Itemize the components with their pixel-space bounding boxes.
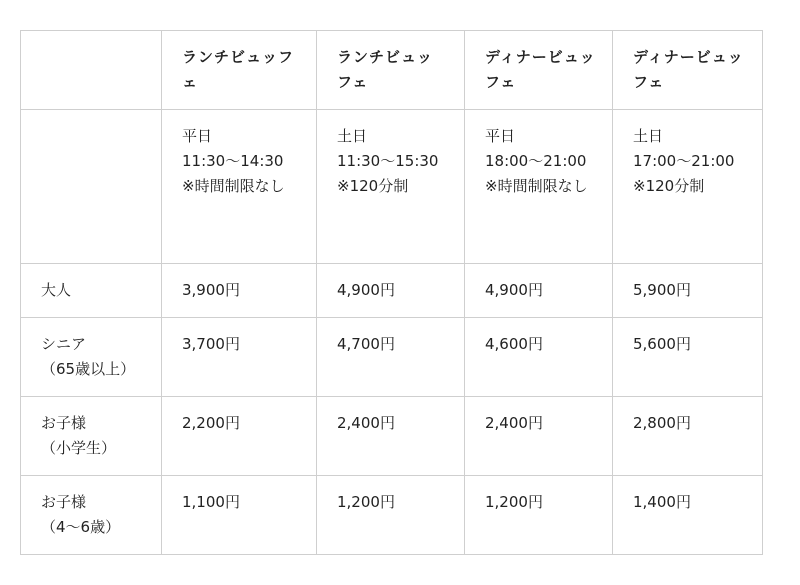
condition-hours: 18:00〜21:00 — [485, 152, 587, 170]
condition-cell — [613, 110, 763, 264]
price-cell: 2,400円 — [317, 397, 465, 476]
row-label-line: お子様 — [41, 493, 87, 511]
price-cell: 4,700円 — [317, 318, 465, 397]
condition-note: ※120分制 — [337, 177, 409, 195]
conditions-label-cell — [21, 110, 162, 264]
row-label-line: お子様 — [41, 414, 87, 432]
header-corner-cell — [21, 31, 162, 110]
price-cell: 5,900円 — [613, 264, 763, 318]
price-cell: 4,600円 — [465, 318, 613, 397]
condition-hours: 11:30〜15:30 — [337, 152, 439, 170]
row-label-note: （小学生） — [41, 439, 117, 457]
row-label — [21, 476, 162, 555]
price-cell: 5,600円 — [613, 318, 763, 397]
price-cell: 2,200円 — [162, 397, 317, 476]
header-dinner-weekday: ディナービュッフェ — [465, 31, 613, 110]
header-dinner-weekend: ディナービュッフェ — [613, 31, 763, 110]
buffet-price-table — [20, 30, 763, 555]
price-cell: 1,100円 — [162, 476, 317, 555]
row-label — [21, 264, 162, 318]
header-lunch-weekday: ランチビュッフェ — [162, 31, 317, 110]
condition-hours: 11:30〜14:30 — [182, 152, 284, 170]
condition-cell — [317, 110, 465, 264]
condition-days: 土日 — [337, 127, 368, 145]
price-cell: 1,200円 — [465, 476, 613, 555]
row-label-line: 大人 — [41, 281, 72, 299]
row-label-note: （4〜6歳） — [41, 518, 121, 536]
condition-note: ※120分制 — [633, 177, 705, 195]
header-row — [21, 31, 763, 110]
condition-note: ※時間制限なし — [182, 177, 285, 195]
price-cell: 1,200円 — [317, 476, 465, 555]
condition-hours: 17:00〜21:00 — [633, 152, 735, 170]
price-cell: 3,700円 — [162, 318, 317, 397]
price-cell: 3,900円 — [162, 264, 317, 318]
condition-cell — [465, 110, 613, 264]
header-lunch-weekend: ランチビュッフェ — [317, 31, 465, 110]
condition-days: 平日 — [485, 127, 516, 145]
conditions-row — [21, 110, 763, 264]
row-label — [21, 397, 162, 476]
price-cell: 1,400円 — [613, 476, 763, 555]
condition-cell — [162, 110, 317, 264]
row-label — [21, 318, 162, 397]
price-cell: 4,900円 — [465, 264, 613, 318]
table-row-child-elementary — [21, 397, 763, 476]
price-cell: 2,400円 — [465, 397, 613, 476]
price-cell: 2,800円 — [613, 397, 763, 476]
row-label-note: （65歳以上） — [41, 360, 136, 378]
condition-days: 土日 — [633, 127, 664, 145]
table-row-senior — [21, 318, 763, 397]
row-label-line: シニア — [41, 335, 87, 353]
table-row-adult — [21, 264, 763, 318]
price-cell: 4,900円 — [317, 264, 465, 318]
condition-note: ※時間制限なし — [485, 177, 588, 195]
condition-days: 平日 — [182, 127, 213, 145]
table-row-child-preschool — [21, 476, 763, 555]
